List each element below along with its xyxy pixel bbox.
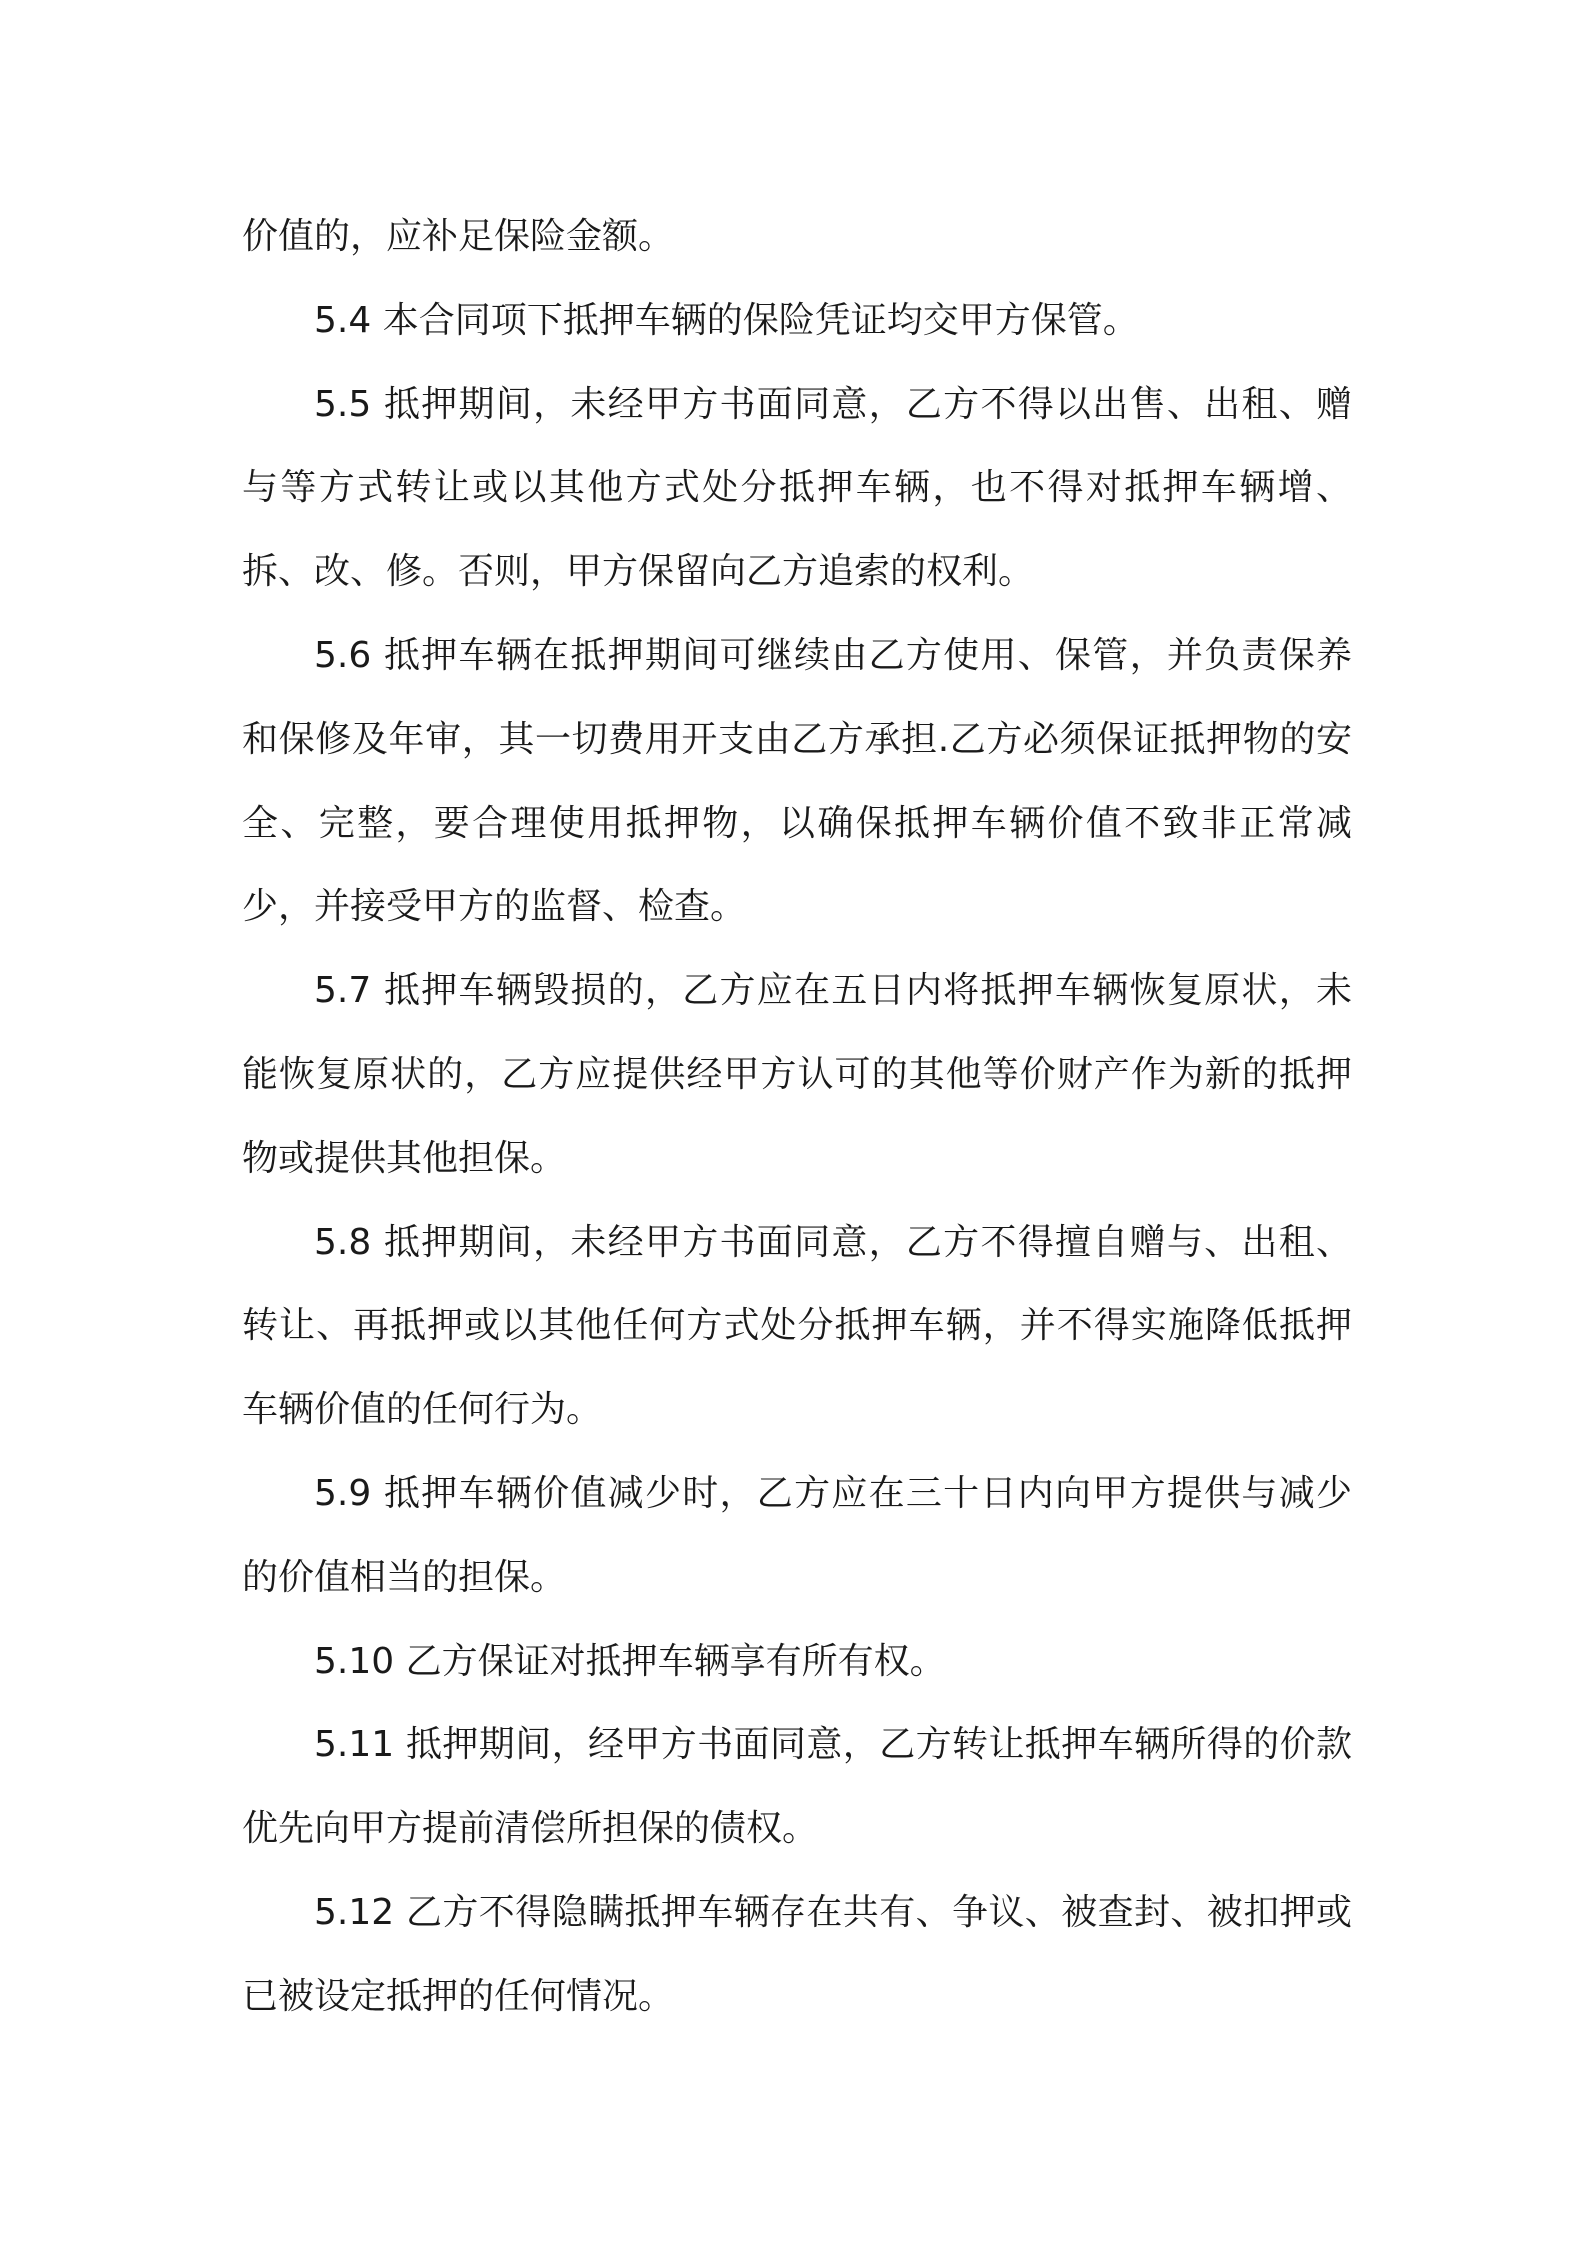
clause-5-10: 5.10 乙方保证对抵押车辆享有所有权。 — [314, 1640, 946, 1682]
clause-5-6: 5.6 抵押车辆在抵押期间可继续由乙方使用、保管，并负责保养和保修及年审，其一切费用开支由乙方承担.乙方必须保证抵押物的安全、完整，要合理使用抵押物，以确保抵押车辆价值不致非正常减少，并接受甲方的监督、检查。 — [242, 634, 1352, 928]
clause-5-4: 5.4 本合同项下抵押车辆的保险凭证均交甲方保管。 — [314, 299, 1139, 341]
document-body — [242, 195, 1352, 2039]
clause-5-8: 5.8 抵押期间，未经甲方书面同意，乙方不得擅自赠与、出租、转让、再抵押或以其他任何方式处分抵押车辆，并不得实施降低抵押车辆价值的任何行为。 — [242, 1221, 1352, 1431]
clause-5-7: 5.7 抵押车辆毁损的，乙方应在五日内将抵押车辆恢复原状，未能恢复原状的，乙方应提供经甲方认可的其他等价财产作为新的抵押物或提供其他担保。 — [242, 970, 1352, 1179]
clause-5-12: 5.12 乙方不得隐瞒抵押车辆存在共有、争议、被查封、被扣押或已被设定抵押的任何情况。 — [242, 1891, 1352, 2017]
paragraph-continuation: 价值的，应补足保险金额。 — [242, 216, 675, 257]
clause-5-9: 5.9 抵押车辆价值减少时，乙方应在三十日内向甲方提供与减少的价值相当的担保。 — [242, 1472, 1352, 1598]
clause-5-5: 5.5 抵押期间，未经甲方书面同意，乙方不得以出售、出租、赠与等方式转让或以其他方式处分抵押车辆，也不得对抵押车辆增、拆、改、修。否则，甲方保留向乙方追索的权利。 — [242, 383, 1352, 593]
clause-5-11: 5.11 抵押期间，经甲方书面同意，乙方转让抵押车辆所得的价款优先向甲方提前清偿所担保的债权。 — [242, 1724, 1352, 1850]
